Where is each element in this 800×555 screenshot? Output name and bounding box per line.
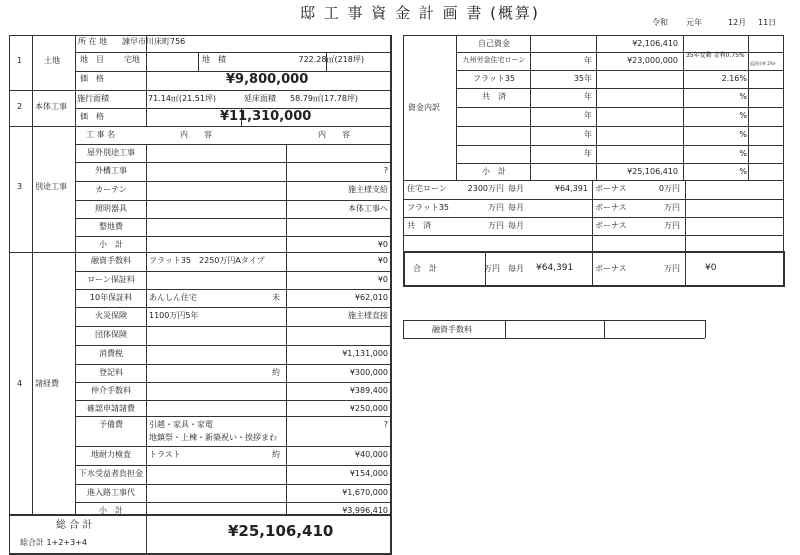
grid-line xyxy=(75,52,390,53)
grid-line xyxy=(505,320,506,338)
grid-line xyxy=(592,180,593,251)
grid-line xyxy=(683,35,684,180)
grid-line xyxy=(75,181,390,182)
pay-bonus-label: ボーナス xyxy=(595,184,627,193)
section-label: 諸経費 xyxy=(35,379,59,388)
pay-name: 住宅ローン xyxy=(407,184,447,193)
grid-line xyxy=(75,218,390,219)
grid-line xyxy=(75,144,390,145)
field-value: 諫早市川床町756 xyxy=(122,37,186,46)
grid-line xyxy=(146,514,147,555)
pay-monthly-label: 毎月 xyxy=(508,221,524,230)
grid-line xyxy=(9,252,390,253)
price-value: ¥9,800,000 xyxy=(226,72,309,87)
date-year: 元年 xyxy=(686,18,702,27)
fund-row-pct: % xyxy=(739,92,747,101)
date-month: 12月 xyxy=(728,18,747,27)
row-amount: ¥40,000 xyxy=(354,450,388,459)
section-number: 2 xyxy=(17,102,23,111)
row-content: トラスト xyxy=(149,450,181,459)
grid-line xyxy=(198,52,199,71)
row-name: 外構工事 xyxy=(95,166,127,175)
grid-line xyxy=(403,338,705,339)
section-label: 土地 xyxy=(44,56,60,65)
fund-row-pct: % xyxy=(739,111,747,120)
field-label: 延床面積 xyxy=(244,94,276,103)
grid-line xyxy=(75,200,390,201)
grid-line xyxy=(403,285,783,287)
section-number: 3 xyxy=(17,182,23,191)
section-number: 1 xyxy=(17,56,23,65)
row-name: 整地費 xyxy=(99,222,123,231)
row-mark: 未 xyxy=(272,293,280,302)
fund-row-name: 自己資金 xyxy=(478,39,510,48)
grid-line xyxy=(75,345,390,346)
pay-bonus-label: ボーナス xyxy=(595,221,627,230)
grid-line xyxy=(146,35,147,126)
section-label: 本体工事 xyxy=(35,102,67,111)
grid-line xyxy=(783,180,784,251)
fund-row-name: 小 計 xyxy=(482,167,506,176)
row-name: 仲介手数料 xyxy=(91,386,131,395)
page-title: 邸 工 事 資 金 計 画 書 (概算) xyxy=(300,4,540,22)
sum-bonus: 万円 xyxy=(664,264,680,273)
column-header: 工 事 名 xyxy=(86,130,116,139)
grid-line xyxy=(530,35,531,180)
grid-line xyxy=(75,289,390,290)
fund-row-amount: ¥2,106,410 xyxy=(632,39,678,48)
fund-row-unit: 年 xyxy=(584,130,592,139)
grid-line xyxy=(456,70,783,71)
grid-line xyxy=(748,35,749,180)
grid-line xyxy=(456,163,783,164)
grid-line xyxy=(403,180,404,251)
grid-line xyxy=(75,162,390,163)
grid-line xyxy=(75,400,390,401)
grid-line xyxy=(403,35,783,36)
grid-line xyxy=(286,144,287,514)
grid-line xyxy=(783,251,785,287)
grid-line xyxy=(403,251,783,253)
row-amount: ? xyxy=(383,420,388,429)
grid-line xyxy=(9,90,390,91)
row-amount: ? xyxy=(383,166,388,175)
row-name: 融資手数料 xyxy=(91,256,131,265)
pay-name: 共 済 xyxy=(407,221,431,230)
date-day: 11日 xyxy=(758,18,777,27)
grid-line xyxy=(604,320,605,338)
sum-bonus-label: ボーナス xyxy=(595,264,627,273)
grid-line xyxy=(32,35,33,514)
grid-line xyxy=(403,35,404,180)
sum-monthly-label: 毎月 xyxy=(508,264,524,273)
price-value: ¥11,310,000 xyxy=(220,109,312,124)
grid-line xyxy=(403,217,783,218)
column-header: 内 容 xyxy=(180,130,212,139)
fund-row-pct: % xyxy=(739,130,747,139)
row-amount: ¥3,996,410 xyxy=(342,506,388,515)
row-name: 小 計 xyxy=(99,506,123,515)
pay-monthly-label: 毎月 xyxy=(508,203,524,212)
pay-bonus: 万円 xyxy=(664,203,680,212)
fund-row-pct: 2.16% xyxy=(721,74,747,83)
pay-name: フラット35 xyxy=(407,203,450,212)
fund-row-unit: 年 xyxy=(584,111,592,120)
grid-line xyxy=(75,465,390,466)
section-number: 4 xyxy=(17,379,23,388)
fund-row-name: 共 済 xyxy=(482,92,506,101)
grid-line xyxy=(146,144,147,514)
row-amount: ¥154,000 xyxy=(349,469,388,478)
row-name: ローン保証料 xyxy=(87,275,135,284)
grid-line xyxy=(75,484,390,485)
row-content: あんしん住宅 xyxy=(149,293,197,302)
fund-row-unit: 年 xyxy=(584,56,592,65)
grid-line xyxy=(75,382,390,383)
grid-line xyxy=(9,35,10,554)
total-label: 総 合 計 xyxy=(56,520,93,531)
sum-total: ¥0 xyxy=(705,263,717,273)
fund-label: 資金内訳 xyxy=(408,103,440,112)
row-amount: ¥0 xyxy=(377,240,388,249)
grid-line xyxy=(685,253,686,285)
fund-row-name: フラット35 xyxy=(472,74,516,83)
fund-row-note: 返済比率 2%ﾁ xyxy=(750,61,776,66)
pay-bonus: 万円 xyxy=(664,221,680,230)
fund-row-unit: 年 xyxy=(584,92,592,101)
row-name: 確認申請諸費 xyxy=(87,404,135,413)
grid-line xyxy=(783,35,784,180)
row-amount: 本体工事へ xyxy=(348,204,388,213)
grid-line xyxy=(403,251,405,287)
column-header: 内 容 xyxy=(318,130,350,139)
field-label: 所 在 地 xyxy=(78,37,108,46)
grid-line xyxy=(403,180,783,181)
pay-man: 万円 xyxy=(488,203,504,212)
grid-line xyxy=(403,235,783,236)
row-name: 屋外別途工事 xyxy=(87,148,135,157)
row-content: 地鎮祭・上棟・新築祝い・挨拶まわ xyxy=(149,433,277,442)
field-label: 地 目 xyxy=(80,55,104,64)
total-sub: 総合計 1+2+3+4 xyxy=(20,538,88,547)
field-label: 地 積 xyxy=(202,55,226,64)
fund-row-unit: 年 xyxy=(584,149,592,158)
field-label: 施行面積 xyxy=(77,94,109,103)
row-mark: 約 xyxy=(272,450,280,459)
sum-label: 合 計 xyxy=(413,264,437,273)
grid-line xyxy=(592,253,593,285)
row-amount: 施主様支給 xyxy=(348,185,388,194)
row-name: 小 計 xyxy=(99,240,123,249)
fund-row-note: 35年変動 金利0.75% xyxy=(686,52,745,59)
grid-line xyxy=(75,416,390,417)
row-amount: ¥1,670,000 xyxy=(342,488,388,497)
row-name: 10年保証料 xyxy=(89,293,133,302)
pay-monthly-label: 毎月 xyxy=(508,184,524,193)
row-content: 引越・家具・家電 xyxy=(149,420,213,429)
row-content: 1100万円5年 xyxy=(149,311,199,320)
field-value: 宅地 xyxy=(124,55,140,64)
row-mark: 約 xyxy=(272,368,280,377)
grid-line xyxy=(596,35,597,180)
row-amount: ¥0 xyxy=(377,275,388,284)
grid-line xyxy=(75,307,390,308)
pay-man: 万円 xyxy=(488,221,504,230)
grid-line xyxy=(403,320,705,321)
grid-line xyxy=(705,320,706,338)
row-name: 登記料 xyxy=(99,368,123,377)
grid-line xyxy=(75,326,390,327)
fund-row-amount: ¥25,106,410 xyxy=(627,167,678,176)
grid-line xyxy=(456,107,783,108)
row-amount: ¥0 xyxy=(377,256,388,265)
grid-line xyxy=(390,35,392,514)
pay-monthly: ¥64,391 xyxy=(554,184,588,193)
sum-monthly: ¥64,391 xyxy=(536,263,574,273)
grid-line xyxy=(456,145,783,146)
grid-line xyxy=(75,35,76,514)
row-amount: ¥62,010 xyxy=(354,293,388,302)
row-amount: 施主様直接 xyxy=(348,311,388,320)
field-value: 722.28㎡(218坪) xyxy=(298,55,364,64)
row-name: 消費税 xyxy=(99,349,123,358)
grid-line xyxy=(456,126,783,127)
fund-row-pct: % xyxy=(739,149,747,158)
pay-bonus: 0万円 xyxy=(658,184,680,193)
grid-line xyxy=(456,35,457,180)
grid-line xyxy=(9,35,390,36)
grid-line xyxy=(9,126,390,127)
field-label: 価 格 xyxy=(80,74,104,83)
pay-bonus-label: ボーナス xyxy=(595,203,627,212)
grand-total: ¥25,106,410 xyxy=(228,522,334,540)
grid-line xyxy=(456,88,783,89)
grid-line xyxy=(75,502,390,503)
field-value: 71.14㎡(21.51坪) xyxy=(148,94,217,103)
row-name: 下水受益者負担金 xyxy=(79,469,143,478)
fund-row-pct: % xyxy=(739,167,747,176)
date-era: 令和 xyxy=(652,18,668,27)
pay-man: 2300万円 xyxy=(467,184,504,193)
grid-line xyxy=(75,236,390,237)
row-amount: ¥389,400 xyxy=(349,386,388,395)
grid-line xyxy=(403,199,783,200)
sum-man: 万円 xyxy=(484,264,500,273)
grid-line xyxy=(685,180,686,251)
fund-row-unit: 35年 xyxy=(573,74,592,83)
grid-line xyxy=(390,514,392,555)
row-name: 地耐力検査 xyxy=(91,450,131,459)
row-content: フラット35 2250万円Aタイプ xyxy=(149,256,265,265)
field-value: 58.79㎡(17.78坪) xyxy=(290,94,359,103)
grid-line xyxy=(75,446,390,447)
section-label: 別途工事 xyxy=(35,182,67,191)
field-label: 価 格 xyxy=(80,112,104,121)
row-name: 進入路工事代 xyxy=(87,488,135,497)
row-amount: ¥300,000 xyxy=(349,368,388,377)
row-amount: ¥1,131,000 xyxy=(342,349,388,358)
row-name: 予備費 xyxy=(99,420,123,429)
row-amount: ¥250,000 xyxy=(349,404,388,413)
row-name: カーテン xyxy=(95,185,127,194)
row-name: 火災保険 xyxy=(95,311,127,320)
row-name: 団体保険 xyxy=(95,330,127,339)
fund-row-name: 九州労金住宅ローン xyxy=(462,56,526,64)
grid-line xyxy=(75,271,390,272)
row-name: 照明器具 xyxy=(95,204,127,213)
fund-row-amount: ¥23,000,000 xyxy=(627,56,678,65)
grid-line xyxy=(403,320,404,338)
grid-line xyxy=(75,364,390,365)
loan-fee-label: 融資手数料 xyxy=(432,325,472,334)
